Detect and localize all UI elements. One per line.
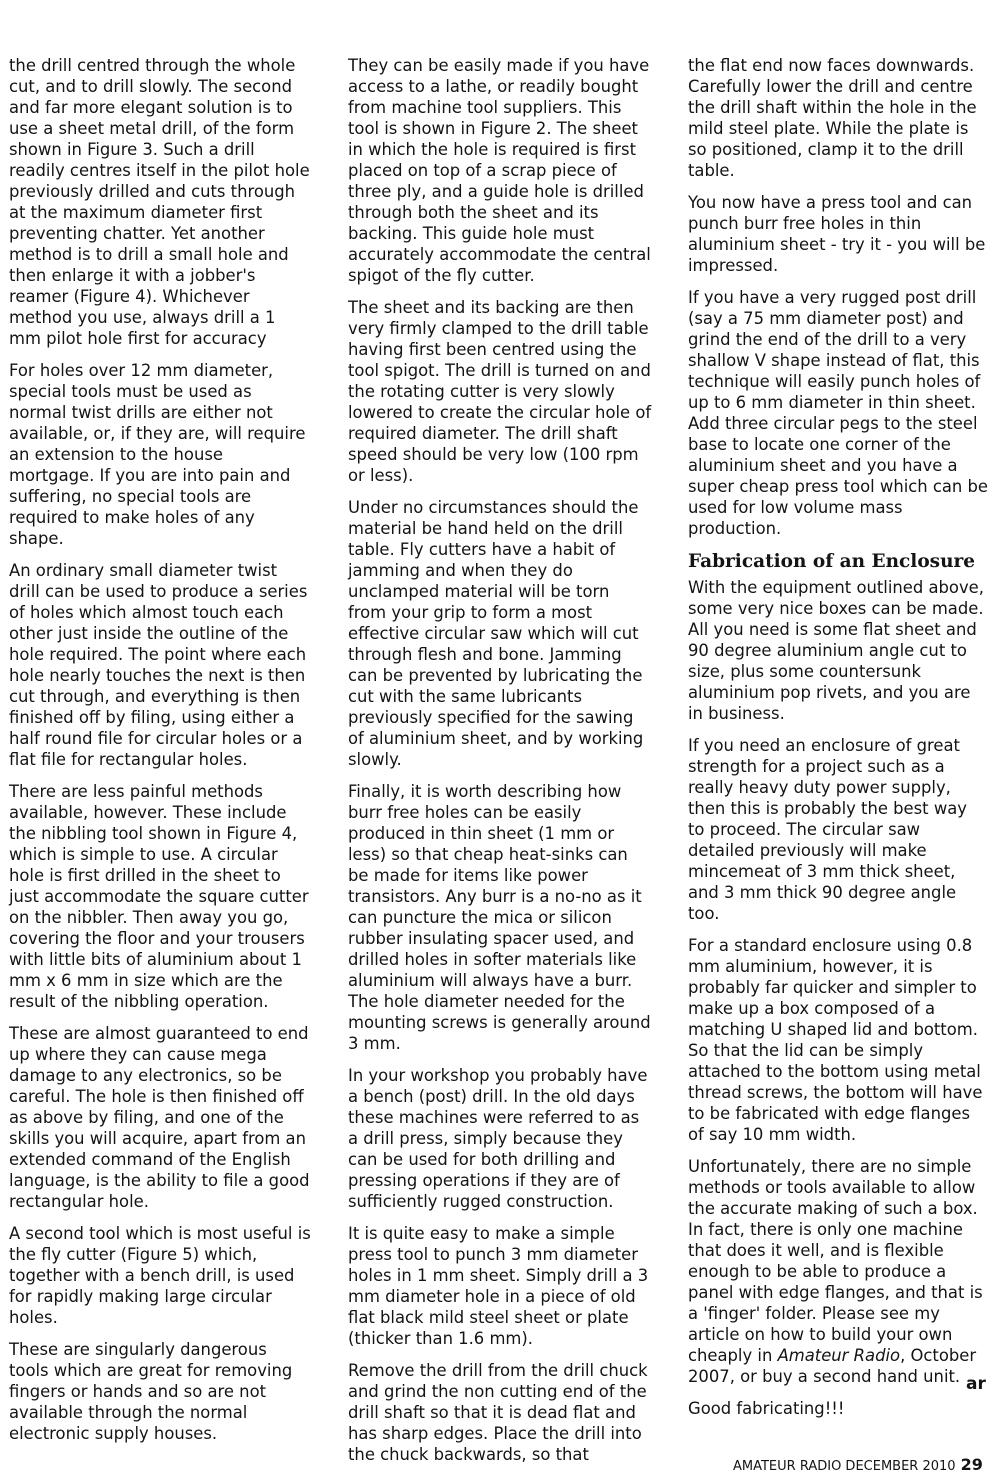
- end-mark: ar: [966, 1374, 986, 1394]
- paragraph: For holes over 12 mm diameter, special tools must be used as normal twist drills are either not available, or, if they are, will require an extension to the house mortgage. If you are into pain and suffering, no special tools are required to make holes of any shape.: [9, 361, 306, 548]
- paragraph-text: Unfortunately, there are no simple methods or tools available to allow the accurate making of such a box. In fact, there is only one machine that does it well, and is flexible enough to be able to produce a panel with edge flanges, and that is a 'finger' folder. Please see my article on how to build your own cheaply in: [688, 1157, 983, 1365]
- paragraph: You now have a press tool and can punch burr free holes in thin aluminium sheet - try it - you will be impressed.: [688, 193, 986, 275]
- paragraph: There are less painful methods available, however. These include the nibbling tool shown in Figure 4, which is simple to use. A circular hole is first drilled in the sheet to just accommodate the square cutter on the nibbler. Then away you go, covering the floor and your trousers with little bits of aluminium about 1 mm x 6 mm in size which are the result of the nibbling operation.: [9, 782, 309, 1011]
- footer-magazine-issue: AMATEUR RADIO DECEMBER 2010: [733, 1459, 956, 1474]
- page-footer: [733, 1455, 991, 1477]
- paragraph: the flat end now faces downwards. Carefully lower the drill and centre the drill shaft within the hole in the mild steel plate. While the plate is so positioned, clamp it to the drill table.: [688, 56, 977, 180]
- article-column-2: [348, 55, 652, 1476]
- paragraph: It is quite easy to make a simple press tool to punch 3 mm diameter holes in 1 mm sheet. Simply drill a 3 mm diameter hole in a piece of old flat black mild steel sheet or plate (thicker than 1.6 mm).: [348, 1224, 649, 1348]
- paragraph: If you need an enclosure of great strength for a project such as a really heavy duty power supply, then this is probably the best way to proceed. The circular saw detailed previously will make mincemeat of 3 mm thick sheet, and 3 mm thick 90 degree angle too.: [688, 736, 967, 923]
- magazine-title-italic: Amateur Radio: [777, 1346, 901, 1365]
- paragraph: With the equipment outlined above, some very nice boxes can be made. All you need is some flat sheet and 90 degree aluminium angle cut to size, plus some countersunk aluminium pop rivets, and you are in business.: [688, 578, 984, 723]
- paragraph: These are almost guaranteed to end up where they can cause mega damage to any electronics, so be careful. The hole is then finished off as above by filing, and one of the skills you will acquire, apart from an extended command of the English language, is the ability to file a good rectangular hole.: [9, 1024, 310, 1211]
- section-heading: Fabrication of an Enclosure: [688, 551, 976, 572]
- paragraph: These are singularly dangerous tools which are great for removing fingers or hands and so are not available through the normal electronic supply houses.: [9, 1340, 293, 1443]
- article-column-3: [688, 55, 988, 1430]
- paragraph: Remove the drill from the drill chuck and grind the non cutting end of the drill shaft so that it is dead flat and has sharp edges. Place the drill into the chuck backwards, so that: [348, 1361, 648, 1464]
- paragraph: Under no circumstances should the material be hand held on the drill table. Fly cutters have a habit of jamming and when they do unclamped material will be torn from your grip to form a most effective circular saw which will cut through flesh and bone. Jamming can be prevented by lubricating the cut with the same lubricants previously specified for the sawing of aluminium sheet, and by working slowly.: [348, 498, 644, 769]
- paragraph: the drill centred through the whole cut, and to drill slowly. The second and far more elegant solution is to use a sheet metal drill, of the form shown in Figure 3. Such a drill readily centres itself in the pilot hole previously drilled and cuts through at the maximum diameter first preventing chatter. Yet another method is to drill a small hole and then enlarge it with a jobber's reamer (Figure 4). Whichever method you use, always drill a 1 mm pilot hole first for accuracy: [9, 56, 310, 348]
- paragraph-text: , October 2007, or buy a second hand unit.: [688, 1346, 977, 1386]
- closing-line: Good fabricating!!!: [688, 1399, 845, 1418]
- paragraph: For a standard enclosure using 0.8 mm aluminium, however, it is probably far quicker and simpler to make up a box composed of a matching U shaped lid and bottom. So that the lid can be simply attached to the bottom using metal thread screws, the bottom will have to be fabricated with edge flanges of say 10 mm width.: [688, 936, 983, 1144]
- paragraph: Finally, it is worth describing how burr free holes can be easily produced in thin sheet (1 mm or less) so that cheap heat-sinks can be made for items like power transistors. Any burr is a no-no as it can puncture the mica or silicon rubber insulating spacer used, and drilled holes in softer materials like aluminium will always have a burr. The hole diameter needed for the mounting screws is generally around 3 mm.: [348, 782, 651, 1053]
- paragraph: [688, 1156, 988, 1387]
- paragraph: An ordinary small diameter twist drill can be used to produce a series of holes which almost touch each other just inside the outline of the hole required. The point where each hole nearly touches the next is then cut through, and everything is then finished off by filing, using either a half round file for circular holes or a flat file for rectangular holes.: [9, 561, 308, 769]
- paragraph: The sheet and its backing are then very firmly clamped to the drill table having first been centred using the tool spigot. The drill is turned on and the rotating cutter is very slowly lowered to create the circular hole of required diameter. The drill shaft speed should be very low (100 rpm or less).: [348, 298, 652, 485]
- paragraph: They can be easily made if you have access to a lathe, or readily bought from machine tool suppliers. This tool is shown in Figure 2. The sheet in which the hole is required is first placed on top of a scrap piece of three ply, and a guide hole is drilled through both the sheet and its backing. This guide hole must accurately accommodate the central spigot of the fly cutter.: [348, 56, 651, 285]
- article-column-1: [9, 55, 311, 1455]
- paragraph: A second tool which is most useful is the fly cutter (Figure 5) which, together with a bench drill, is used for rapidly making large circular holes.: [9, 1224, 311, 1327]
- paragraph: In your workshop you probably have a bench (post) drill. In the old days these machines were referred to as a drill press, simply because they can be used for both drilling and pressing operations if they are of sufficiently rugged construction.: [348, 1066, 648, 1211]
- paragraph: If you have a very rugged post drill (say a 75 mm diameter post) and grind the end of the drill to a very shallow V shape instead of flat, this technique will easily punch holes of up to 6 mm diameter in thin sheet. Add three circular pegs to the steel base to locate one corner of the aluminium sheet and you have a super cheap press tool which can be used for low volume mass production.: [688, 288, 989, 538]
- page-number: 29: [960, 1455, 983, 1474]
